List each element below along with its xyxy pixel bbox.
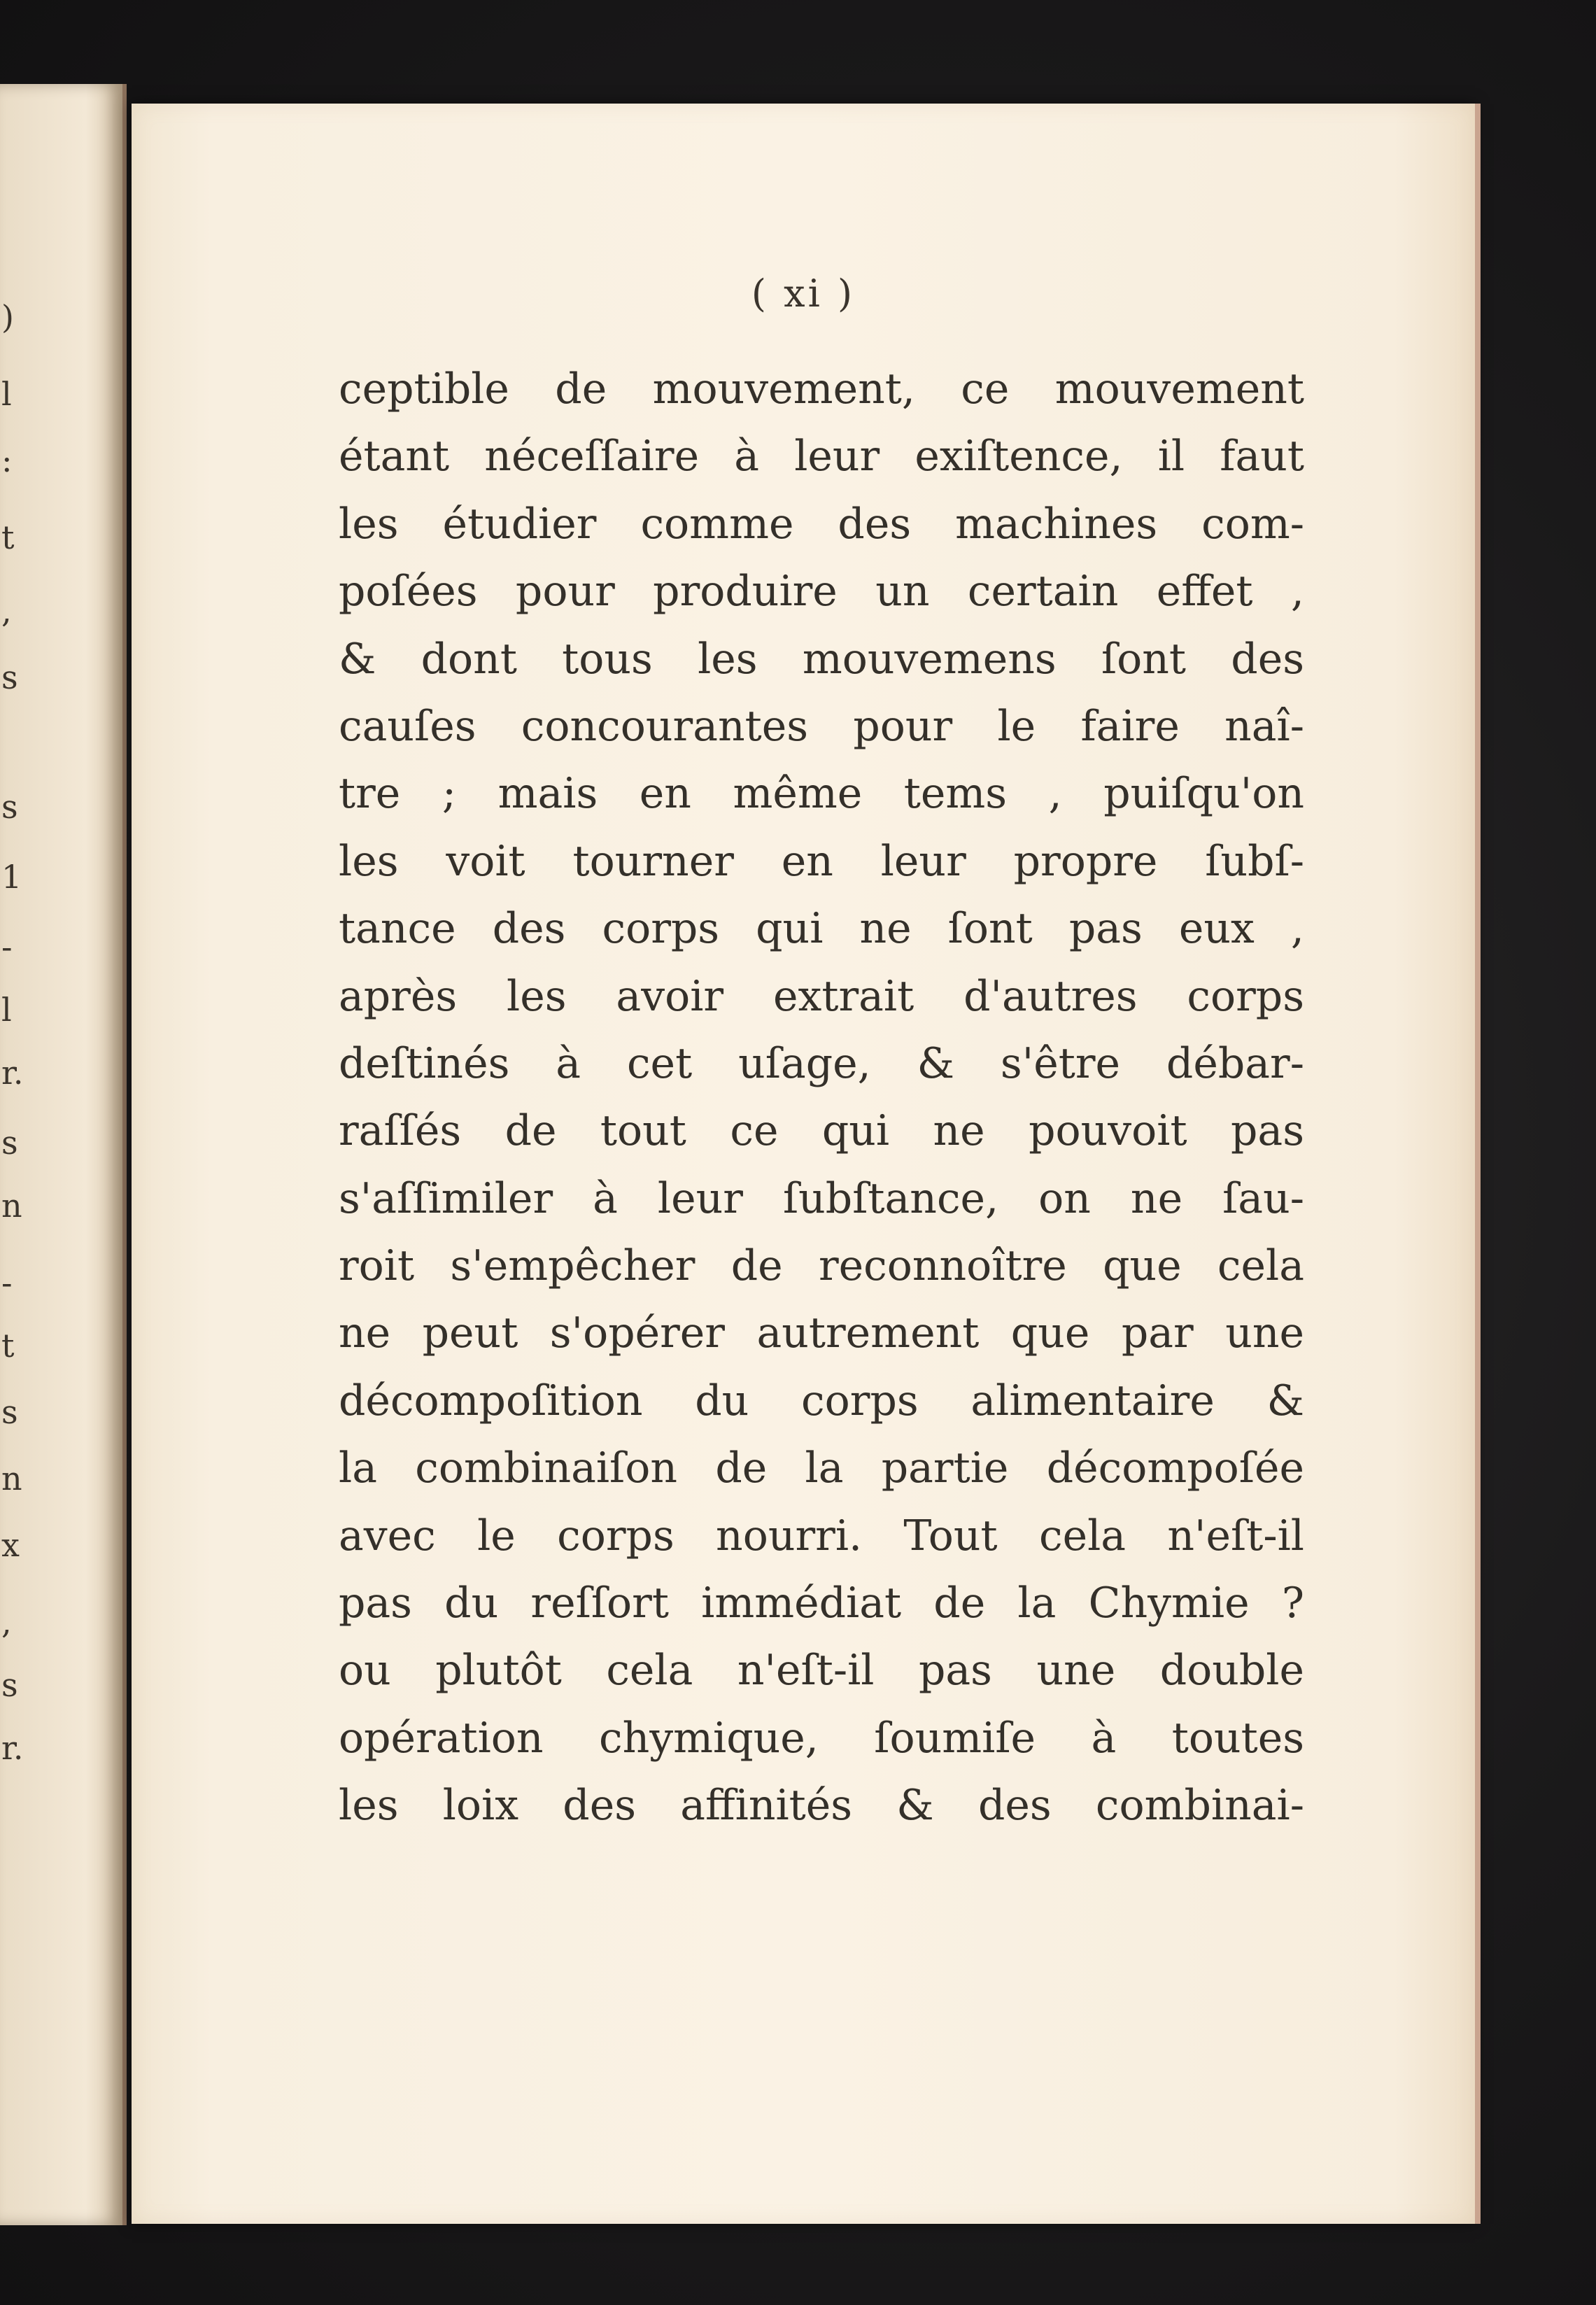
gutter-char: l [1,375,12,413]
gutter-char: l [1,991,12,1029]
gutter-char: , [1,592,12,630]
gutter-char: r. [1,1054,24,1092]
text-line: décompoſition du corps alimentaire & [339,1376,1304,1425]
text-line: les voit tourner en leur propre ſubſ- [339,836,1304,886]
text-line: raſſés de tout ce qui ne pouvoit pas [339,1106,1304,1156]
book-page [132,104,1475,2224]
text-line: poſées pour produire un certain effet , [339,567,1304,616]
body-text [339,355,1304,1840]
text-line: les étudier comme des machines com- [339,499,1304,549]
gutter-char: ) [1,298,14,336]
gutter-char: : [1,442,13,479]
gutter-char: t [1,519,15,556]
gutter-char: s [1,658,18,696]
text-line: tre ; mais en même tems , puiſqu'on [339,769,1304,819]
gutter-char: r. [1,1729,24,1767]
gutter-char: , [1,1603,12,1641]
text-line: roit s'empêcher de reconnoître que cela [339,1241,1304,1291]
gutter-char: s [1,1393,18,1431]
gutter-char: - [1,1264,13,1302]
text-line: après les avoir extrait d'autres corps [339,971,1304,1021]
text-line: opération chymique, ſoumiſe à toutes [339,1713,1304,1763]
gutter-char: n [1,1460,22,1497]
text-line: la combinaiſon de la partie décompoſée [339,1444,1304,1493]
text-line: pas du reſſort immédiat de la Chymie ? [339,1579,1304,1628]
page-header [132,272,1475,316]
gutter-char: 1 [1,858,22,896]
gutter-char: s [1,1124,18,1162]
gutter-char: n [1,1187,22,1225]
gutter-char: - [1,928,13,966]
left-facing-page [0,84,127,2225]
left-page-gutter-text [0,84,122,2225]
text-line: deſtinés à cet uſage, & s'être débar- [339,1038,1304,1088]
text-line: ne peut s'opérer autrement que par une [339,1309,1304,1358]
text-line: avec le corps nourri. Tout cela n'eſt-il [339,1511,1304,1560]
text-line: ou plutôt cela n'eſt-il pas une double [339,1646,1304,1696]
gutter-char: s [1,1666,18,1704]
text-line: les loix des affinités & des combinai- [339,1781,1304,1831]
page-folio: ( xi ) [751,272,856,316]
text-line: & dont tous les mouvemens ſont des [339,634,1304,684]
gutter-char: s [1,788,18,826]
text-line: cauſes concourantes pour le faire naî- [339,701,1304,751]
gutter-char: x [1,1526,20,1564]
text-line: s'aſſimiler à leur ſubſtance, on ne ſau- [339,1173,1304,1223]
page-edge [1475,104,1481,2224]
text-line: ceptible de mouvement, ce mouvement [339,365,1304,414]
text-line: étant néceſſaire à leur exiſtence, il faut [339,432,1304,481]
gutter-char: t [1,1327,15,1365]
text-line: tance des corps qui ne ſont pas eux , [339,904,1304,954]
